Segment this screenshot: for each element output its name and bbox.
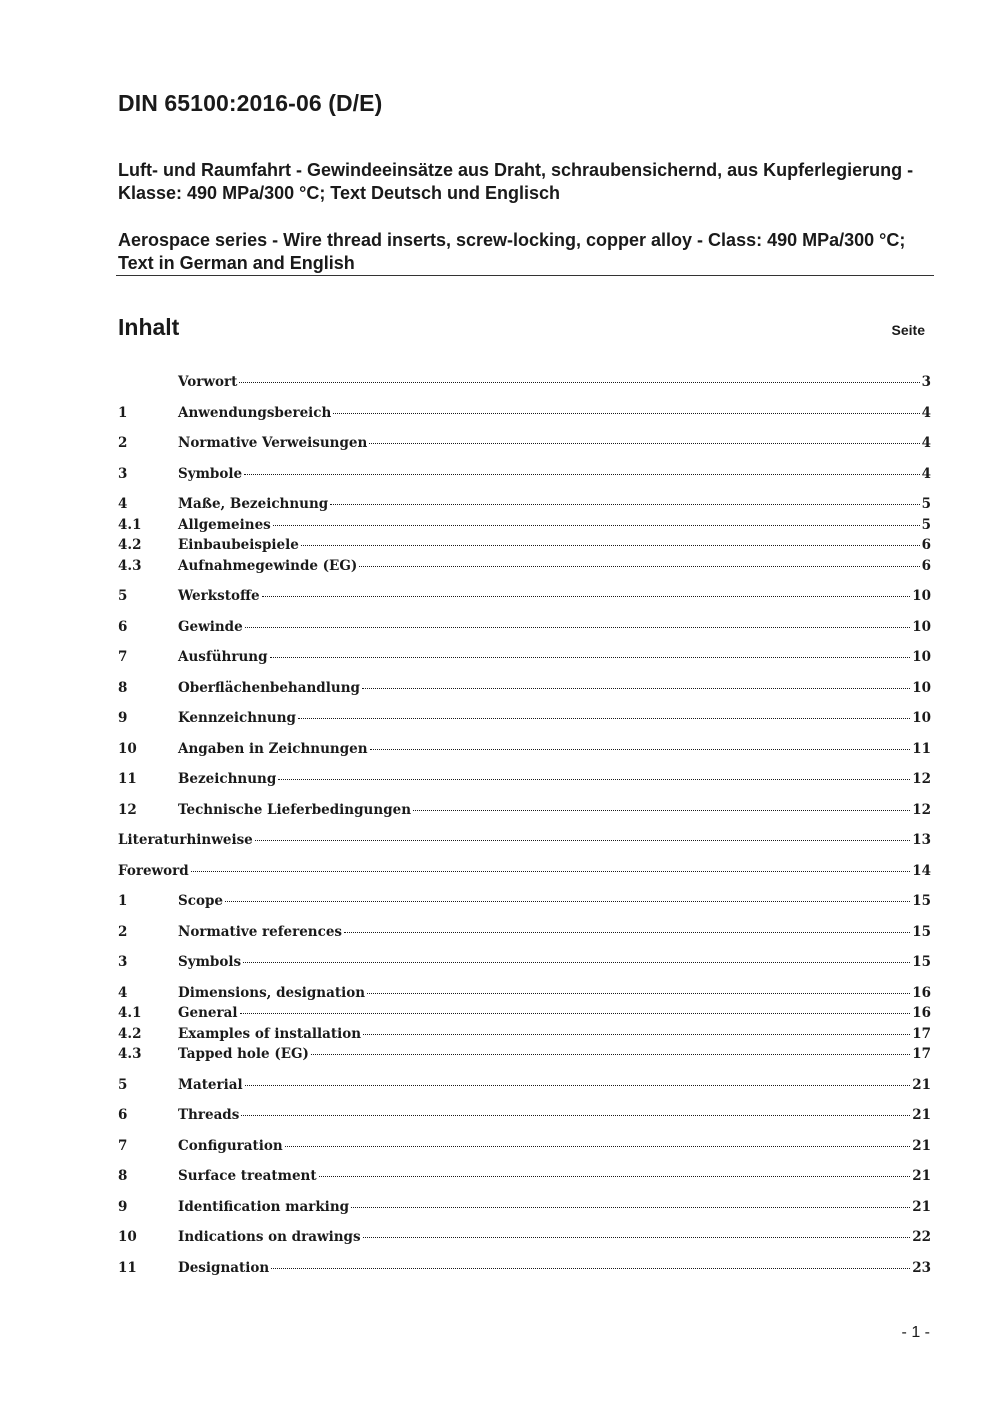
toc-entry-label: Vorwort <box>178 374 238 390</box>
toc-entry-label: Anwendungsbereich <box>178 404 332 421</box>
toc-entry-number: 5 <box>118 588 128 604</box>
toc-page-column-label: Seite <box>891 322 925 338</box>
toc-entry-page: 10 <box>912 649 931 665</box>
toc-leader <box>367 993 910 994</box>
toc-entry[interactable] <box>118 708 931 729</box>
toc-entry[interactable] <box>118 800 931 821</box>
toc-entry[interactable] <box>118 983 931 1004</box>
toc-entry-page: 15 <box>912 893 931 909</box>
toc-entry-page: 21 <box>912 1168 931 1184</box>
toc-leader <box>262 596 911 597</box>
toc-entry[interactable] <box>118 617 931 638</box>
toc-entry-label: Kennzeichnung <box>178 710 296 726</box>
toc-leader <box>301 545 920 546</box>
toc-entry-number: 4.2 <box>118 537 142 553</box>
toc-entry-page: 22 <box>912 1229 931 1245</box>
toc-entry-label: Allgemeines <box>178 516 271 533</box>
toc-entry[interactable] <box>118 1197 931 1218</box>
toc-leader <box>240 1013 911 1014</box>
page-number: - 1 - <box>901 1324 930 1341</box>
toc-leader <box>298 718 910 719</box>
toc-entry-page: 3 <box>921 374 931 390</box>
toc-entry-page: 15 <box>912 923 931 940</box>
toc-entry-page: 10 <box>912 588 931 604</box>
toc-entry[interactable] <box>118 1075 931 1096</box>
toc-entry-number: 1 <box>118 404 128 421</box>
toc-leader <box>344 932 910 933</box>
toc-entry-page: 4 <box>921 404 931 421</box>
toc-entry[interactable] <box>118 494 931 515</box>
toc-entry-number: 10 <box>118 740 137 757</box>
subtitle-english: Aerospace series - Wire thread inserts, screw-locking, copper alloy - Class: 490 MPa/300 °C; Text in German and English <box>118 230 906 273</box>
toc-entry-page: 14 <box>912 862 931 879</box>
toc-leader <box>363 1237 911 1238</box>
toc-entry-page: 21 <box>912 1137 931 1154</box>
toc-entry[interactable] <box>118 769 931 790</box>
toc-entry-number: 2 <box>118 435 128 451</box>
toc-entry-number: 2 <box>118 923 128 940</box>
toc-entry-label: Examples of installation <box>178 1025 362 1042</box>
toc-leader <box>245 1085 911 1086</box>
toc-entry-label: Configuration <box>178 1137 283 1154</box>
toc-entry-label: Symbole <box>178 465 243 482</box>
toc-entry[interactable] <box>118 464 931 485</box>
toc-leader <box>359 566 919 567</box>
toc-entry-page: 21 <box>912 1076 931 1093</box>
toc-entry-number: 6 <box>118 618 128 635</box>
toc-entry[interactable] <box>118 739 931 760</box>
toc-entry[interactable] <box>118 952 931 973</box>
title-divider <box>116 275 934 276</box>
toc-entry[interactable] <box>118 515 931 536</box>
toc-entry-page: 10 <box>912 710 931 726</box>
toc-entry-number: 12 <box>118 801 137 818</box>
toc-entry-label: Bezeichnung <box>178 771 277 787</box>
toc-entry-page: 17 <box>912 1025 931 1042</box>
toc-entry-label: Ausführung <box>178 649 268 665</box>
toc-entry-number: 4.1 <box>118 516 142 533</box>
toc-entry[interactable] <box>118 1258 931 1279</box>
toc-entry[interactable] <box>118 1044 931 1065</box>
toc-entry-number: 1 <box>118 893 128 909</box>
toc-entry[interactable] <box>118 678 931 699</box>
toc-heading: Inhalt <box>118 314 180 340</box>
toc-entry-label: Werkstoffe <box>178 588 260 604</box>
toc-entry-page: 10 <box>912 618 931 635</box>
toc-leader <box>243 962 910 963</box>
toc-entry[interactable] <box>118 556 931 577</box>
toc-entry-label: General <box>178 1005 238 1021</box>
toc-entry-page: 16 <box>912 1005 931 1021</box>
toc-entry-page: 5 <box>921 496 931 512</box>
toc-leader <box>330 504 919 505</box>
toc-entry-label: Normative Verweisungen <box>178 435 368 451</box>
document-title: DIN 65100:2016-06 (D/E) <box>118 90 383 116</box>
toc-leader <box>362 688 910 689</box>
toc-entry-label: Material <box>178 1076 243 1093</box>
toc-entry-label: Indications on drawings <box>178 1229 361 1245</box>
toc-entry[interactable] <box>118 586 931 607</box>
toc-entry-number: 3 <box>118 954 128 970</box>
toc-leader <box>285 1146 911 1147</box>
toc-entry[interactable] <box>118 861 931 882</box>
toc-entry-label: Tapped hole (EG) <box>178 1046 309 1062</box>
toc-entry-label: Threads <box>178 1107 240 1123</box>
toc-leader <box>370 749 911 750</box>
toc-entry-number: 11 <box>118 771 137 787</box>
toc-leader <box>413 810 910 811</box>
toc-entry[interactable] <box>118 891 931 912</box>
table-of-contents <box>118 372 931 1278</box>
toc-leader <box>191 871 910 872</box>
toc-entry-label: Einbaubeispiele <box>178 537 299 553</box>
toc-entry-page: 12 <box>912 801 931 818</box>
toc-entry-page: 23 <box>912 1259 931 1276</box>
toc-leader <box>319 1176 911 1177</box>
toc-leader <box>239 382 919 383</box>
toc-entry-number: 4 <box>118 984 128 1001</box>
toc-entry-label: Technische Lieferbedingungen <box>178 801 412 818</box>
toc-entry[interactable] <box>118 1227 931 1248</box>
toc-leader <box>244 474 920 475</box>
toc-entry-page: 21 <box>912 1198 931 1215</box>
toc-entry-page: 17 <box>912 1046 931 1062</box>
toc-entry-label: Identification marking <box>178 1198 350 1215</box>
toc-entry-page: 13 <box>912 832 931 848</box>
toc-entry-number: 4.1 <box>118 1005 142 1021</box>
toc-entry-label: Maße, Bezeichnung <box>178 496 329 512</box>
toc-entry-page: 21 <box>912 1107 931 1123</box>
toc-entry[interactable] <box>118 433 931 454</box>
toc-entry-number: 4.3 <box>118 1046 142 1062</box>
toc-entry-number: 5 <box>118 1076 128 1093</box>
toc-entry[interactable] <box>118 647 931 668</box>
toc-entry[interactable] <box>118 1105 931 1126</box>
toc-entry[interactable] <box>118 1024 931 1045</box>
toc-entry-page: 16 <box>912 984 931 1001</box>
toc-entry-label: Designation <box>178 1259 270 1276</box>
toc-leader <box>273 525 920 526</box>
toc-entry[interactable] <box>118 830 931 851</box>
toc-entry-label: Surface treatment <box>178 1168 317 1184</box>
toc-entry-label: Dimensions, designation <box>178 984 366 1001</box>
toc-entry-label: Oberflächenbehandlung <box>178 679 360 696</box>
toc-entry-label: Foreword <box>118 862 189 879</box>
toc-entry[interactable] <box>118 922 931 943</box>
toc-entry-page: 12 <box>912 771 931 787</box>
toc-leader <box>351 1207 910 1208</box>
toc-entry-label: Literaturhinweise <box>118 832 253 848</box>
toc-entry-label: Aufnahmegewinde (EG) <box>178 557 358 574</box>
toc-leader <box>311 1054 910 1055</box>
toc-entry-page: 6 <box>921 557 931 574</box>
toc-entry[interactable] <box>118 1166 931 1187</box>
toc-entry-number: 7 <box>118 649 128 665</box>
toc-entry-number: 7 <box>118 1137 128 1154</box>
toc-entry-number: 8 <box>118 679 128 696</box>
toc-entry[interactable] <box>118 1003 931 1024</box>
toc-entry-number: 9 <box>118 1198 128 1215</box>
toc-entry-number: 8 <box>118 1168 128 1184</box>
subtitle-german: Luft- und Raumfahrt - Gewindeeinsätze aus Draht, schraubensichernd, aus Kupferlegierung - Klasse: 490 MPa/300 °C; Text Deutsch und Englisch <box>118 160 914 203</box>
toc-entry-label: Symbols <box>178 954 242 970</box>
toc-entry[interactable] <box>118 403 931 424</box>
toc-entry-page: 10 <box>912 679 931 696</box>
toc-entry[interactable] <box>118 535 931 556</box>
toc-entry-label: Scope <box>178 893 224 909</box>
toc-entry-page: 15 <box>912 954 931 970</box>
toc-entry-page: 4 <box>921 435 931 451</box>
toc-leader <box>278 779 910 780</box>
toc-leader <box>369 443 919 444</box>
toc-entry-number: 11 <box>118 1259 137 1276</box>
toc-entry-label: Normative references <box>178 923 343 940</box>
toc-leader <box>255 840 910 841</box>
toc-entry-page: 4 <box>921 465 931 482</box>
toc-leader <box>245 627 910 628</box>
toc-entry-number: 6 <box>118 1107 128 1123</box>
toc-entry-number: 4.2 <box>118 1025 142 1042</box>
toc-entry-number: 3 <box>118 465 128 482</box>
toc-leader <box>333 413 919 414</box>
toc-leader <box>270 657 911 658</box>
toc-entry-number: 4 <box>118 496 128 512</box>
toc-entry-number: 4.3 <box>118 557 142 574</box>
toc-entry-page: 11 <box>912 740 931 757</box>
toc-entry-number: 9 <box>118 710 128 726</box>
toc-entry-number: 10 <box>118 1229 137 1245</box>
toc-leader <box>241 1115 910 1116</box>
toc-entry-label: Angaben in Zeichnungen <box>178 740 368 757</box>
toc-leader <box>225 901 910 902</box>
toc-leader <box>271 1268 910 1269</box>
toc-entry[interactable] <box>118 1136 931 1157</box>
toc-entry-label: Gewinde <box>178 618 243 635</box>
toc-entry-page: 5 <box>921 516 931 533</box>
toc-entry[interactable] <box>118 372 931 393</box>
toc-leader <box>363 1034 910 1035</box>
toc-entry-page: 6 <box>921 537 931 553</box>
